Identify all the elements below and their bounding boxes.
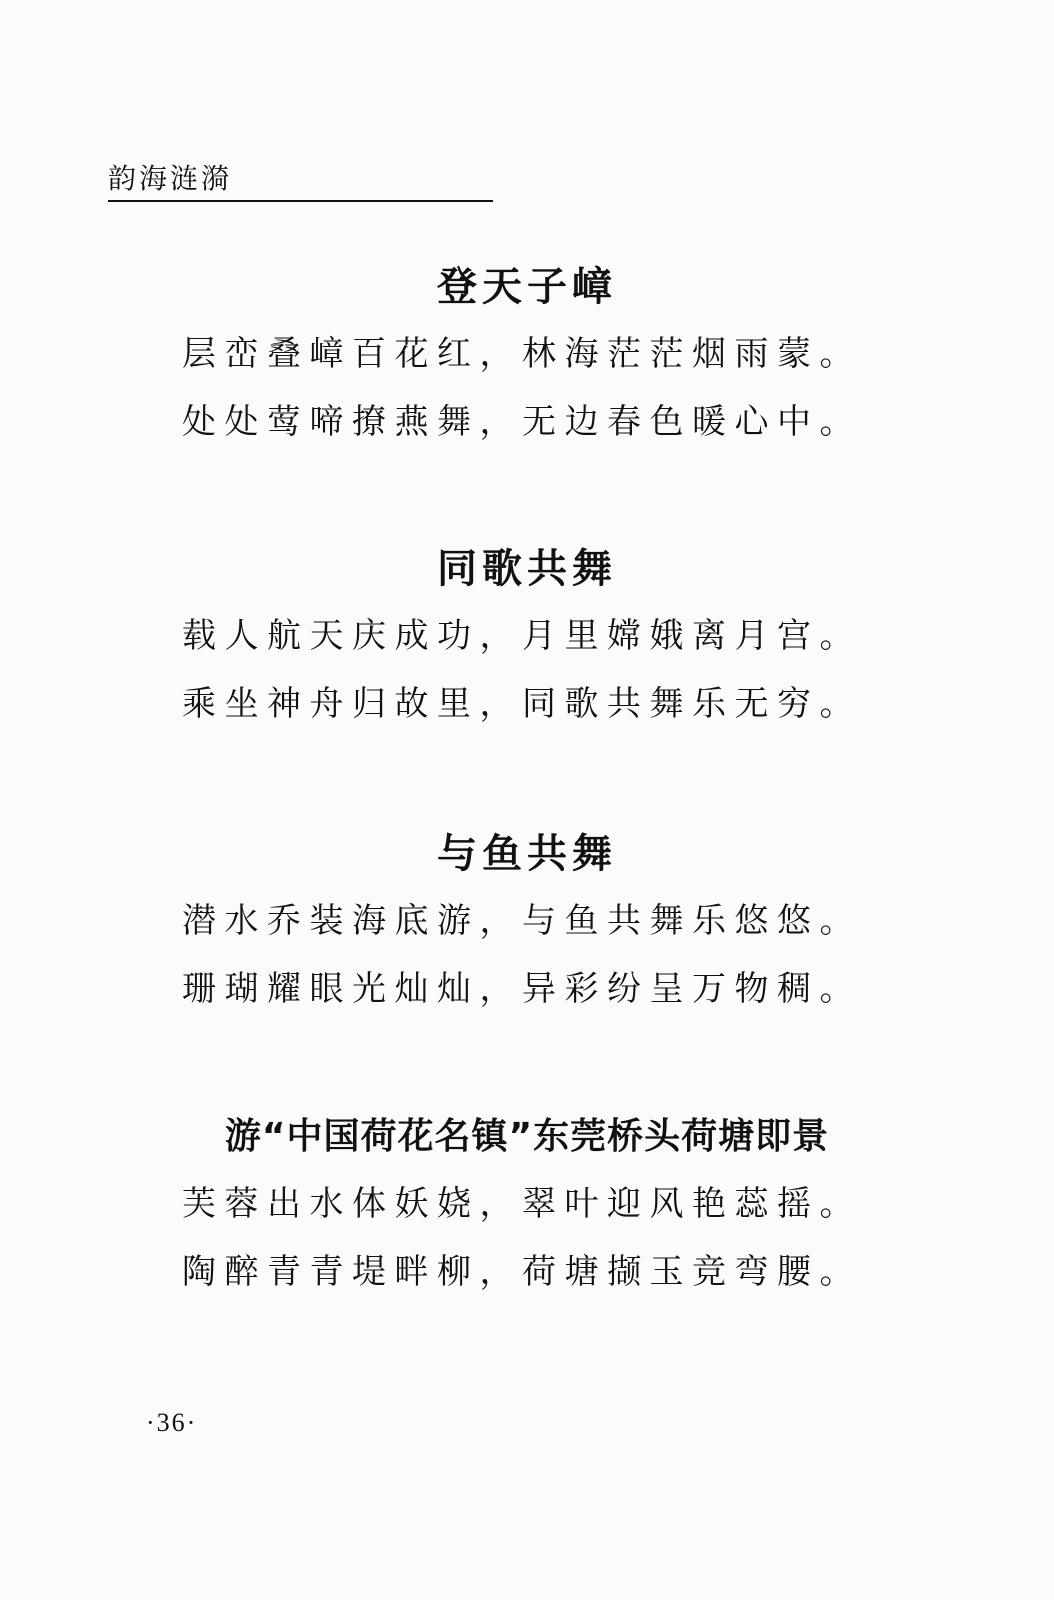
poem-line: 潜水乔装海底游，与鱼共舞乐悠悠。 <box>182 901 862 941</box>
page-number: ·36· <box>146 1408 198 1437</box>
poem-2 <box>0 540 1054 738</box>
poem-4 <box>0 1108 1054 1306</box>
poem-1 <box>0 258 1054 456</box>
poem-line: 处处莺啼撩燕舞，无边春色暖心中。 <box>182 402 862 442</box>
poem-3 <box>0 825 1054 1023</box>
poem-line: 乘坐神舟归故里，同歌共舞乐无穷。 <box>182 684 862 724</box>
poem-line: 载人航天庆成功，月里嫦娥离月宫。 <box>182 616 862 656</box>
poem-title: 游“中国荷花名镇”东莞桥头荷塘即景 <box>224 1116 830 1157</box>
running-header: 韵海涟漪 <box>108 158 493 202</box>
poem-line: 芙蓉出水体妖娆，翠叶迎风艳蕊摇。 <box>182 1184 862 1224</box>
poem-line: 陶醉青青堤畔柳，荷塘撷玉竞弯腰。 <box>182 1252 862 1292</box>
poem-line: 层峦叠嶂百花红，林海茫茫烟雨蒙。 <box>182 334 862 374</box>
poem-line: 珊瑚耀眼光灿灿，异彩纷呈万物稠。 <box>182 969 862 1009</box>
poem-title: 登天子嶂 <box>437 264 617 310</box>
poem-title: 同歌共舞 <box>437 546 617 592</box>
poem-title: 与鱼共舞 <box>437 831 617 877</box>
